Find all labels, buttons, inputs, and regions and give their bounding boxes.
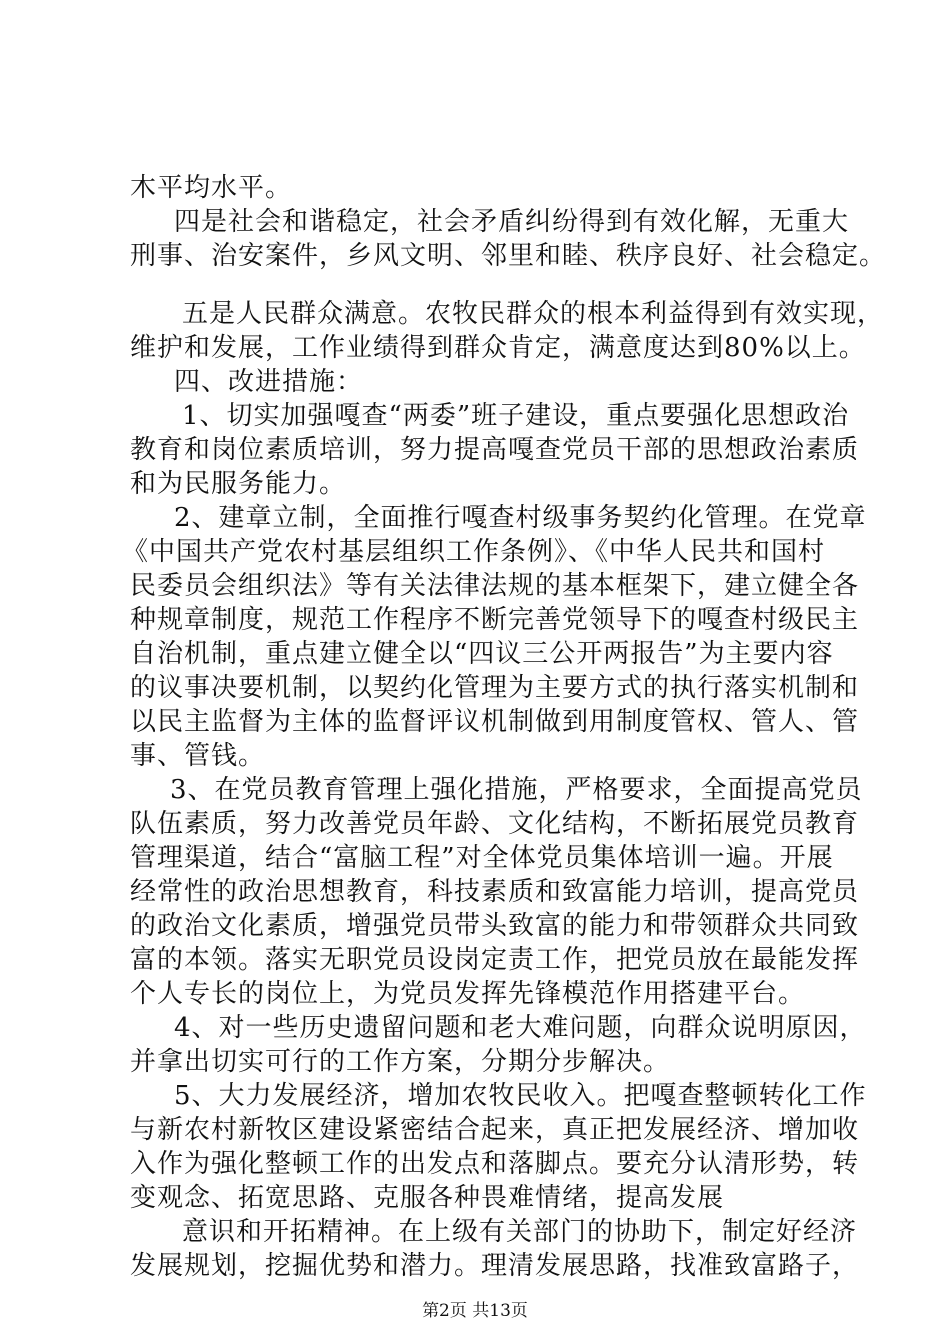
page-number-footer: 第2页 共13页 — [422, 1301, 528, 1321]
text-line: 3、在党员教育管理上强化措施，严格要求，全面提高党员 — [170, 775, 863, 805]
text-line: 4、对一些历史遗留问题和老大难问题，向群众说明原因， — [174, 1013, 867, 1043]
text-line: 事、管钱。 — [130, 741, 266, 771]
text-line: 与新农村新牧区建设紧密结合起来，真正把发展经济、增加收 — [130, 1115, 860, 1145]
text-line: 意识和开拓精神。在上级有关部门的协助下，制定好经济 — [182, 1217, 858, 1247]
text-line: 和为民服务能力。 — [130, 469, 347, 499]
text-line: 的政治文化素质，增强党员带头致富的能力和带领群众共同致 — [130, 911, 860, 941]
text-line: 刑事、治安案件，乡风文明、邻里和睦、秩序良好、社会稳定。 — [130, 241, 887, 271]
text-line: 经常性的政治思想教育，科技素质和致富能力培训，提高党员 — [130, 877, 860, 907]
text-line: 入作为强化整顿工作的出发点和落脚点。要充分认清形势，转 — [130, 1149, 860, 1179]
text-line: 五是人民群众满意。农牧民群众的根本利益得到有效实现， — [182, 299, 885, 329]
text-line: 队伍素质，努力改善党员年龄、文化结构，不断拓展党员教育 — [130, 809, 860, 839]
text-line: 管理渠道，结合“富脑工程”对全体党员集体培训一遍。开展 — [130, 843, 834, 873]
text-line: 教育和岗位素质培训，努力提高嘎查党员干部的思想政治素质 — [130, 435, 860, 465]
text-line: 并拿出切实可行的工作方案，分期分步解决。 — [130, 1047, 671, 1077]
text-line: 木平均水平。 — [130, 173, 293, 203]
text-line: 维护和发展，工作业绩得到群众肯定，满意度达到80%以上。 — [130, 333, 866, 363]
text-line: 自治机制，重点建立健全以“四议三公开两报告”为主要内容 — [130, 639, 834, 669]
text-line: 民委员会组织法》等有关法律法规的基本框架下，建立健全各 — [130, 571, 860, 601]
text-line: 发展规划，挖掘优势和潜力。理清发展思路，找准致富路子， — [130, 1251, 860, 1281]
text-line: 个人专长的岗位上，为党员发挥先锋模范作用搭建平台。 — [130, 979, 806, 1009]
text-line: 以民主监督为主体的监督评议机制做到用制度管权、管人、管 — [130, 707, 860, 737]
text-line: 《中国共产党农村基层组织工作条例》、《中华人民共和国村 — [122, 537, 826, 567]
text-line: 的议事决要机制，以契约化管理为主要方式的执行落实机制和 — [130, 673, 860, 703]
text-line: 变观念、拓宽思路、克服各种畏难情绪，提高发展 — [130, 1183, 725, 1213]
text-line: 四是社会和谐稳定，社会矛盾纠纷得到有效化解，无重大 — [174, 207, 850, 237]
section-heading: 四、改进措施： — [174, 367, 364, 397]
text-line: 种规章制度，规范工作程序不断完善党领导下的嘎查村级民主 — [130, 605, 860, 635]
text-line: 1、切实加强嘎查“两委”班子建设，重点要强化思想政治 — [182, 401, 850, 431]
text-line: 富的本领。落实无职党员设岗定责工作，把党员放在最能发挥 — [130, 945, 860, 975]
text-line: 5、大力发展经济，增加农牧民收入。把嘎查整顿转化工作 — [174, 1081, 867, 1111]
text-line: 2、建章立制，全面推行嘎查村级事务契约化管理。在党章 — [174, 503, 867, 533]
